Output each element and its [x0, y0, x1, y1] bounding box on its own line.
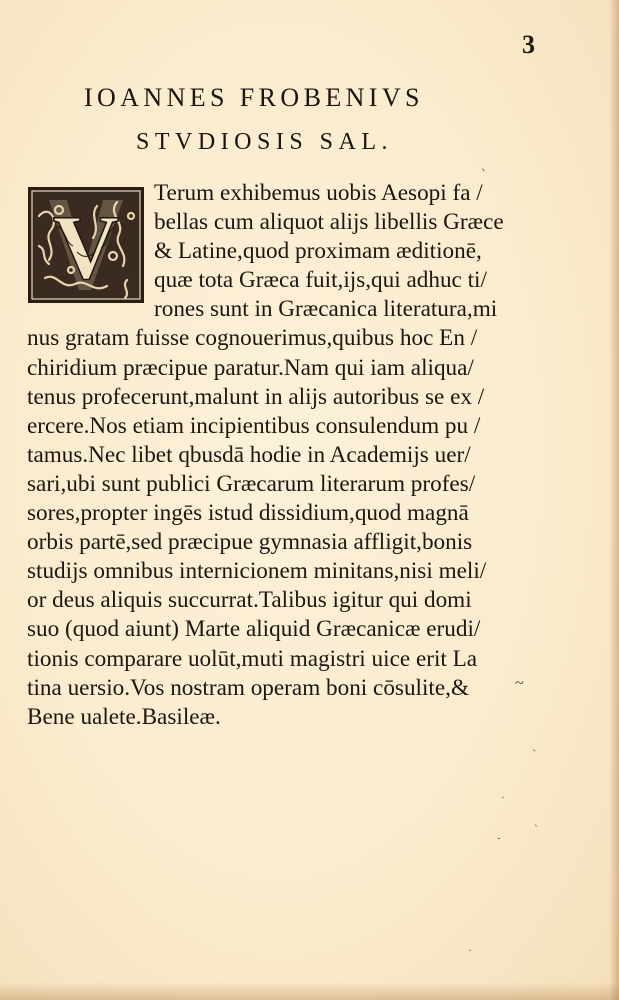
page-number: 3 — [522, 30, 535, 59]
text-line: orbis partē,sed præcipue gymnasia affligit,bonis — [27, 529, 473, 556]
text-line: sari,ubi sunt publici Græcarum literarum profes/ — [27, 470, 476, 497]
text-line: tamus.Nec libet qbusdā hodie in Academijs uer/ — [27, 441, 471, 468]
body-text — [27, 179, 535, 732]
stray-mark: ˏ — [534, 813, 538, 827]
stray-mark: ˎ — [480, 154, 490, 173]
text-line: tina uersio.Vos nostram operam boni cōsulite,& — [27, 674, 469, 701]
stray-mark: · — [501, 790, 505, 804]
text-line: or deus aliquis succurrat.Talibus igitur qui domi — [27, 587, 472, 614]
text-line: rones sunt in Græcanica literatura,mi — [154, 296, 498, 323]
text-line: suo (quod aiunt) Marte aliquid Græcanicæ erudi/ — [27, 616, 481, 643]
text-line: Bene ualete.Basileæ. — [27, 703, 221, 730]
text-line: & Latine,quod proximam æditionē, — [154, 238, 482, 265]
page-bottom-shadow — [0, 982, 619, 1000]
page-edge-shadow — [609, 0, 619, 1000]
text-line: chiridium præcipue paratur.Nam qui iam aliqua/ — [27, 354, 474, 381]
text-line: ercere.Nos etiam incipientibus consulendum pu / — [27, 412, 481, 439]
text-line: Terum exhibemus uobis Aesopi fa / — [154, 180, 483, 206]
text-line: quæ tota Græca fuit,ijs,qui adhuc ti/ — [154, 267, 487, 294]
heading-author: IOANNES FROBENIVS — [84, 83, 424, 112]
text-line: nus gratam fuisse cognouerimus,quibus hoc En / — [27, 325, 478, 352]
stray-mark: · — [468, 943, 472, 957]
text-line: sores,propter ingēs istud dissidium,quod magnā — [27, 500, 469, 527]
text-line: studijs omnibus internicionem minitans,nisi meli/ — [27, 558, 487, 585]
text-line: bellas cum aliquot alijs libellis Græce — [154, 209, 504, 236]
heading-salutation: STVDIOSIS SAL. — [136, 129, 394, 155]
stray-mark: ˏ — [532, 737, 537, 752]
text-line: tenus profecerunt,malunt in alijs autoribus se ex / — [27, 383, 485, 410]
initial-letter: V — [52, 196, 120, 298]
stray-mark: ~ — [515, 675, 524, 692]
text-line: tionis comparare uolūt,muti magistri uice erit La — [27, 645, 478, 672]
stray-mark: ‑ — [497, 832, 501, 844]
